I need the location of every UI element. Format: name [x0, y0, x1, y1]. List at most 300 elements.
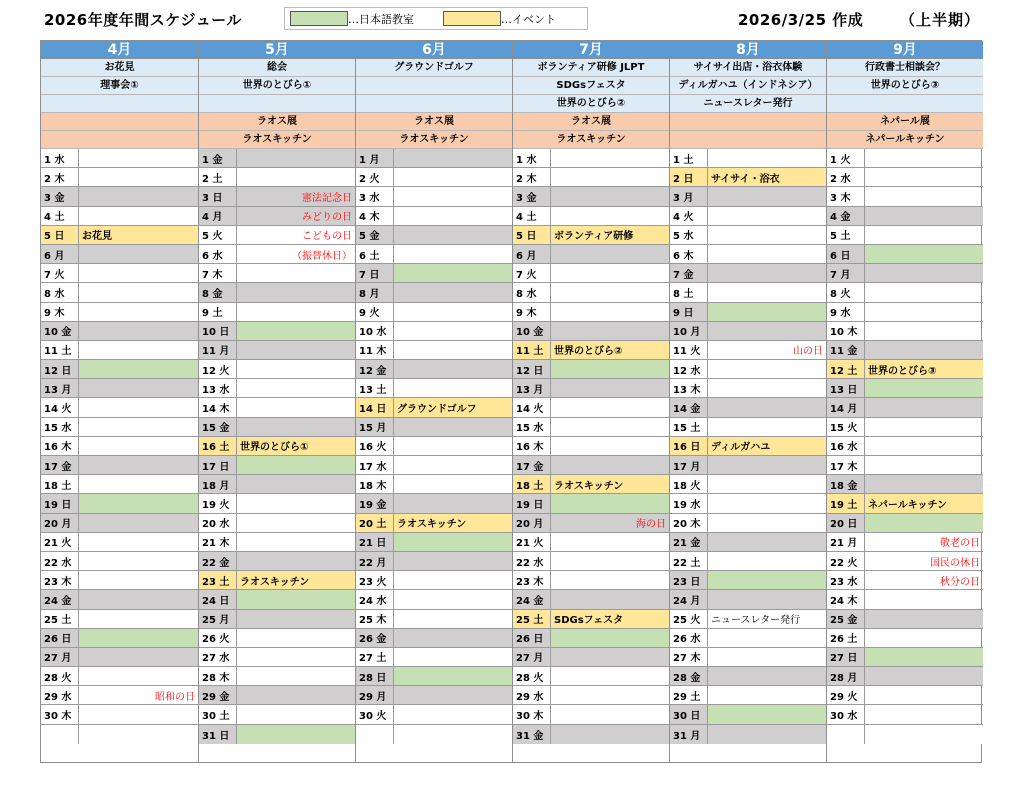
day-number: 30 木	[41, 705, 79, 723]
day-note	[237, 168, 355, 186]
event-label: お花見	[79, 226, 198, 244]
day-number: 11 火	[670, 341, 708, 359]
day-note	[79, 398, 198, 416]
holiday-label: 山の日	[793, 346, 823, 358]
day-number: 21 日	[356, 533, 394, 551]
day-note	[708, 398, 826, 416]
day-number: 11 金	[827, 341, 865, 359]
day-row	[199, 725, 355, 744]
day-row	[827, 207, 983, 226]
day-number: 5 日	[41, 226, 79, 244]
day-row	[670, 245, 826, 264]
day-row	[356, 629, 512, 648]
day-row	[827, 283, 983, 302]
day-row	[670, 418, 826, 437]
day-number: 22 土	[670, 552, 708, 570]
day-note	[865, 379, 983, 397]
day-number: 7 日	[356, 264, 394, 282]
month-event-row: お花見	[41, 59, 198, 77]
day-row	[827, 168, 983, 187]
day-number: 23 火	[356, 571, 394, 589]
month-event-row: SDGsフェスタ	[513, 77, 669, 95]
day-number: 30 土	[199, 705, 237, 723]
event-label: SDGsフェスタ	[551, 610, 669, 628]
day-number: 5 日	[513, 226, 551, 244]
day-note	[865, 168, 983, 186]
day-note	[237, 456, 355, 474]
day-note	[79, 360, 198, 378]
event-label: グラウンドゴルフ	[394, 398, 512, 416]
day-row	[356, 533, 512, 552]
month-event-row: 総会	[199, 59, 355, 77]
day-row	[827, 475, 983, 494]
day-note	[394, 379, 512, 397]
day-number: 26 水	[670, 629, 708, 647]
day-number: 19 火	[199, 494, 237, 512]
day-row	[41, 226, 198, 245]
day-note	[551, 149, 669, 167]
day-number: 30 日	[670, 705, 708, 723]
day-note	[708, 322, 826, 340]
day-note	[79, 610, 198, 628]
day-note	[79, 456, 198, 474]
day-number: 20 土	[356, 514, 394, 532]
day-number: 7 木	[199, 264, 237, 282]
day-row	[513, 168, 669, 187]
day-row	[41, 168, 198, 187]
day-note	[79, 245, 198, 263]
day-note	[708, 571, 826, 589]
day-note	[79, 341, 198, 359]
day-number: 8 水	[41, 283, 79, 301]
day-note	[79, 264, 198, 282]
day-number: 11 土	[513, 341, 551, 359]
day-number: 31 金	[513, 725, 551, 744]
day-row	[356, 571, 512, 590]
day-note	[394, 629, 512, 647]
day-row	[513, 245, 669, 264]
day-note	[551, 398, 669, 416]
day-row	[199, 533, 355, 552]
day-number: 24 金	[41, 590, 79, 608]
day-number: 27 水	[199, 648, 237, 666]
day-row	[199, 494, 355, 513]
day-number: 8 月	[356, 283, 394, 301]
day-number: 20 日	[827, 514, 865, 532]
day-number: 14 日	[356, 398, 394, 416]
day-row	[827, 418, 983, 437]
day-number: 21 火	[513, 533, 551, 551]
day-number: 26 土	[827, 629, 865, 647]
day-row	[670, 686, 826, 705]
day-note	[708, 456, 826, 474]
day-note	[865, 303, 983, 321]
day-number: 28 木	[199, 667, 237, 685]
day-row	[670, 437, 826, 456]
day-row	[41, 322, 198, 341]
day-note	[394, 552, 512, 570]
day-number: 18 月	[199, 475, 237, 493]
day-row	[199, 705, 355, 724]
day-note	[394, 418, 512, 436]
day-number: 3 木	[827, 187, 865, 205]
day-row	[513, 725, 669, 744]
day-note	[237, 283, 355, 301]
month-event-row	[199, 95, 355, 113]
day-note	[865, 590, 983, 608]
day-number: 29 金	[199, 686, 237, 704]
day-number: 24 金	[513, 590, 551, 608]
day-note	[708, 686, 826, 704]
day-row	[827, 398, 983, 417]
day-row	[356, 149, 512, 168]
day-row	[827, 705, 983, 724]
day-row	[670, 456, 826, 475]
day-number: 15 金	[199, 418, 237, 436]
day-number: 5 火	[199, 226, 237, 244]
day-note	[79, 149, 198, 167]
day-note	[708, 590, 826, 608]
day-note	[237, 686, 355, 704]
day-number: 27 土	[356, 648, 394, 666]
month-event-row: 理事会①	[41, 77, 198, 95]
day-row	[356, 705, 512, 724]
day-row	[41, 379, 198, 398]
day-number: 2 日	[670, 168, 708, 186]
day-note	[394, 226, 512, 244]
day-number: 16 土	[199, 437, 237, 455]
day-note	[708, 648, 826, 666]
month-event-row: ニュースレター発行	[670, 95, 826, 113]
day-note	[551, 494, 669, 512]
day-note	[708, 360, 826, 378]
legend-swatch-event	[443, 11, 501, 26]
event-label: ネパールキッチン	[865, 494, 983, 512]
day-row	[41, 437, 198, 456]
day-number: 12 日	[513, 360, 551, 378]
day-note	[708, 705, 826, 723]
day-number: 12 水	[670, 360, 708, 378]
day-row	[670, 494, 826, 513]
day-row	[513, 207, 669, 226]
day-row	[356, 514, 512, 533]
day-note	[394, 456, 512, 474]
day-note	[394, 571, 512, 589]
month-event-row: ラオス展	[199, 113, 355, 131]
day-number: 6 木	[670, 245, 708, 263]
day-number: 1 月	[356, 149, 394, 167]
day-note	[79, 552, 198, 570]
day-number: 15 月	[356, 418, 394, 436]
day-number: 3 金	[513, 187, 551, 205]
day-note	[237, 629, 355, 647]
day-note	[237, 475, 355, 493]
day-number: 2 水	[827, 168, 865, 186]
day-number: 17 水	[356, 456, 394, 474]
day-number: 20 木	[670, 514, 708, 532]
day-number: 30 火	[356, 705, 394, 723]
day-number: 4 土	[41, 207, 79, 225]
day-row	[199, 514, 355, 533]
month-column	[512, 41, 669, 762]
day-number: 9 火	[356, 303, 394, 321]
day-row	[356, 379, 512, 398]
day-row	[41, 648, 198, 667]
day-number: 25 月	[199, 610, 237, 628]
day-row	[827, 456, 983, 475]
day-row	[356, 168, 512, 187]
day-number: 24 木	[827, 590, 865, 608]
day-row	[41, 686, 198, 705]
day-row	[513, 610, 669, 629]
day-note	[551, 207, 669, 225]
day-number: 20 水	[199, 514, 237, 532]
month-event-row: ディルガハユ（インドネシア）	[670, 77, 826, 95]
day-note	[865, 322, 983, 340]
day-note	[551, 705, 669, 723]
day-row	[513, 303, 669, 322]
month-event-row: ラオスキッチン	[199, 131, 355, 149]
day-note	[394, 360, 512, 378]
event-label: 世界のとびら③	[865, 360, 983, 378]
day-row	[41, 629, 198, 648]
day-number: 11 月	[199, 341, 237, 359]
day-number: 19 日	[41, 494, 79, 512]
day-note	[708, 379, 826, 397]
day-note	[79, 322, 198, 340]
day-number: 15 水	[513, 418, 551, 436]
day-row	[670, 360, 826, 379]
day-row	[356, 322, 512, 341]
month-event-row: ネパール展	[827, 113, 983, 131]
day-number: 17 金	[513, 456, 551, 474]
day-note	[237, 533, 355, 551]
day-number: 23 日	[670, 571, 708, 589]
event-label: ディルガハユ	[708, 437, 826, 455]
day-row	[670, 667, 826, 686]
day-number: 18 土	[41, 475, 79, 493]
event-label: 世界のとびら①	[237, 437, 355, 455]
day-row	[199, 667, 355, 686]
day-row	[356, 494, 512, 513]
day-note	[551, 437, 669, 455]
day-row	[199, 207, 355, 226]
day-number: 28 日	[356, 667, 394, 685]
month-event-row	[41, 95, 198, 113]
legend-swatch-class	[290, 11, 348, 26]
day-note	[394, 725, 512, 744]
day-number: 7 火	[513, 264, 551, 282]
day-number: 17 月	[670, 456, 708, 474]
day-note	[551, 245, 669, 263]
day-number: 28 月	[827, 667, 865, 685]
day-row	[827, 514, 983, 533]
day-note	[708, 245, 826, 263]
day-row	[41, 725, 198, 744]
day-number: 21 木	[199, 533, 237, 551]
day-number: 22 水	[41, 552, 79, 570]
legend-label-class: …日本語教室	[348, 13, 414, 26]
day-note	[708, 494, 826, 512]
day-number: 20 月	[513, 514, 551, 532]
day-note	[394, 648, 512, 666]
day-note	[551, 168, 669, 186]
day-note	[237, 610, 355, 628]
day-note	[394, 590, 512, 608]
day-row	[670, 725, 826, 744]
month-column	[41, 41, 198, 762]
day-row	[827, 648, 983, 667]
day-number: 13 土	[356, 379, 394, 397]
day-row	[827, 226, 983, 245]
day-note	[551, 187, 669, 205]
day-note	[865, 226, 983, 244]
day-note	[394, 245, 512, 263]
sheet-header	[0, 0, 1024, 40]
day-row	[356, 667, 512, 686]
day-number: 6 土	[356, 245, 394, 263]
page-title: 2026年度年間スケジュール	[44, 11, 242, 29]
day-note	[237, 667, 355, 685]
month-event-row: 行政書士相談会？	[827, 59, 983, 77]
day-number: 17 日	[199, 456, 237, 474]
day-row	[827, 360, 983, 379]
day-row	[513, 571, 669, 590]
day-row	[41, 207, 198, 226]
day-note	[394, 207, 512, 225]
day-row	[199, 168, 355, 187]
day-number: 26 日	[513, 629, 551, 647]
day-number: 18 金	[827, 475, 865, 493]
day-note	[551, 648, 669, 666]
day-row	[670, 590, 826, 609]
day-row	[199, 322, 355, 341]
day-number: 24 日	[199, 590, 237, 608]
day-note	[551, 379, 669, 397]
holiday-label: こどもの日	[302, 231, 352, 243]
day-row	[199, 149, 355, 168]
day-note	[708, 667, 826, 685]
day-note	[237, 149, 355, 167]
day-number: 27 木	[670, 648, 708, 666]
day-number: 29 月	[356, 686, 394, 704]
day-row	[41, 283, 198, 302]
day-note	[394, 322, 512, 340]
day-note	[237, 360, 355, 378]
day-note	[865, 725, 983, 744]
day-number: 22 金	[199, 552, 237, 570]
day-note	[708, 629, 826, 647]
day-number: 14 月	[827, 398, 865, 416]
day-number: 8 火	[827, 283, 865, 301]
day-note	[394, 187, 512, 205]
day-row	[513, 379, 669, 398]
day-note	[237, 303, 355, 321]
day-row	[827, 437, 983, 456]
day-note	[551, 686, 669, 704]
day-row	[41, 245, 198, 264]
day-number: 14 木	[199, 398, 237, 416]
day-note	[708, 207, 826, 225]
day-number: 31 日	[199, 725, 237, 744]
day-number: 18 火	[670, 475, 708, 493]
day-row	[199, 187, 355, 206]
day-number: 8 金	[199, 283, 237, 301]
day-number: 12 火	[199, 360, 237, 378]
day-note	[394, 303, 512, 321]
day-note	[394, 705, 512, 723]
day-row	[356, 398, 512, 417]
day-note	[394, 149, 512, 167]
day-note	[865, 418, 983, 436]
day-note	[551, 264, 669, 282]
day-row	[41, 590, 198, 609]
day-number: 9 木	[513, 303, 551, 321]
day-note	[551, 360, 669, 378]
day-number: 1 水	[41, 149, 79, 167]
day-number: 28 火	[41, 667, 79, 685]
day-row	[827, 725, 983, 744]
day-row	[827, 379, 983, 398]
day-row	[41, 514, 198, 533]
day-number: 7 月	[827, 264, 865, 282]
day-row	[356, 303, 512, 322]
day-row	[199, 552, 355, 571]
day-note	[708, 514, 826, 532]
day-note	[551, 283, 669, 301]
day-number: 21 金	[670, 533, 708, 551]
day-number: 2 木	[513, 168, 551, 186]
day-number: 5 水	[670, 226, 708, 244]
day-number: 24 水	[356, 590, 394, 608]
day-number: 23 土	[199, 571, 237, 589]
day-row	[670, 226, 826, 245]
day-number: 10 月	[670, 322, 708, 340]
month-event-row: ラオス展	[356, 113, 512, 131]
day-note	[551, 303, 669, 321]
day-note	[237, 590, 355, 608]
day-row	[513, 360, 669, 379]
day-note	[551, 456, 669, 474]
day-row	[670, 264, 826, 283]
day-note	[551, 533, 669, 551]
day-number: 3 日	[199, 187, 237, 205]
day-number: 1 水	[513, 149, 551, 167]
day-number: 13 木	[670, 379, 708, 397]
day-note	[394, 610, 512, 628]
day-row	[513, 418, 669, 437]
day-row	[41, 667, 198, 686]
day-number: 27 月	[41, 648, 79, 666]
day-number: 21 火	[41, 533, 79, 551]
day-row	[356, 187, 512, 206]
day-note	[708, 226, 826, 244]
day-row	[199, 341, 355, 360]
day-row	[199, 264, 355, 283]
month-header: 8月	[670, 41, 826, 59]
day-row	[670, 187, 826, 206]
day-row	[356, 283, 512, 302]
day-note	[865, 264, 983, 282]
day-number: 29 水	[41, 686, 79, 704]
day-row	[513, 398, 669, 417]
day-number: 22 火	[827, 552, 865, 570]
day-row	[827, 552, 983, 571]
day-row	[41, 705, 198, 724]
day-row	[199, 590, 355, 609]
day-number: 23 木	[513, 571, 551, 589]
day-number: 1 火	[827, 149, 865, 167]
